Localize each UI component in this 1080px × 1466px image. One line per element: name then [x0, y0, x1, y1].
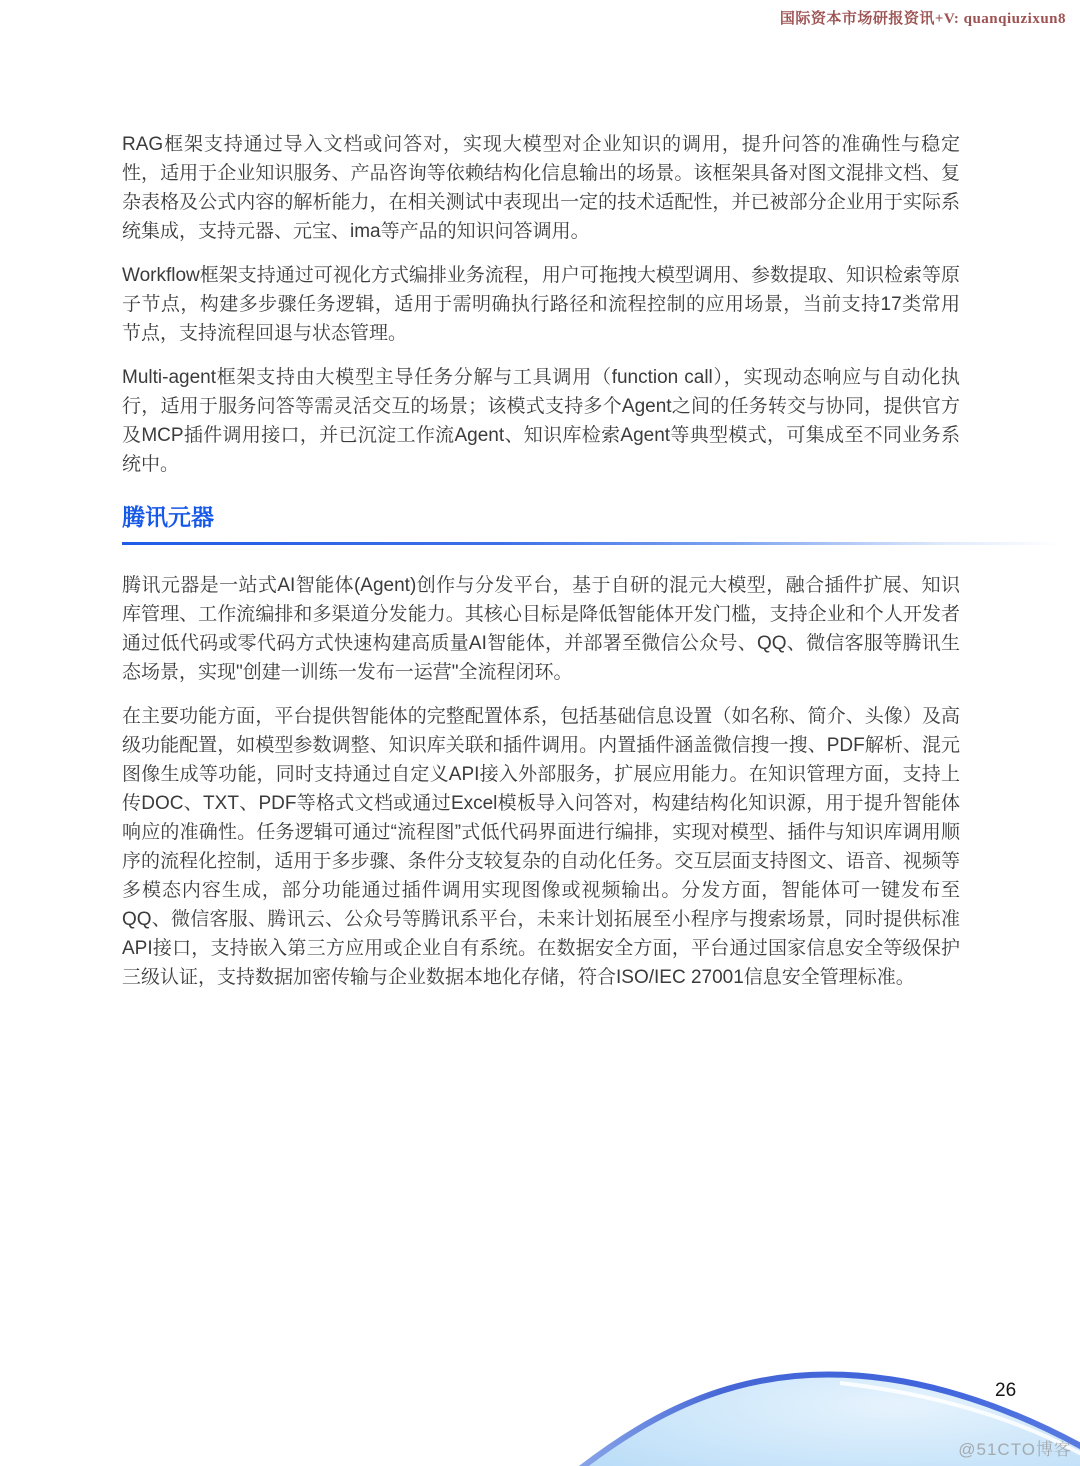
header-source-note: 国际资本市场研报资讯+V: quanqiuzixun8	[779, 11, 1066, 27]
paragraph-workflow-framework: Workflow框架支持通过可视化方式编排业务流程，用户可拖拽大模型调用、参数提取、知识检索等原子节点，构建多步骤任务逻辑，适用于需明确执行路径和流程控制的应用场景，当前支持17类常用节点，支持流程回退与状态管理。	[122, 265, 960, 344]
bottom-ellipse-decoration	[0, 1368, 1080, 1466]
paragraph-yuanqi-overview: 腾讯元器是一站式AI智能体(Agent)创作与分发平台，基于自研的混元大模型，融合插件扩展、知识库管理、工作流编排和多渠道分发能力。其核心目标是降低智能体开发门槛，支持企业和个人开发者通过低代码或零代码方式快速构建高质量AI智能体，并部署至微信公众号、QQ、微信客服等腾讯生态场景，实现"创建一训练一发布一运营"全流程闭环。	[122, 575, 960, 683]
page-number: 26	[995, 1380, 1017, 1401]
paragraph-rag-framework: RAG框架支持通过导入文档或问答对，实现大模型对企业知识的调用，提升问答的准确性与稳定性，适用于企业知识服务、产品咨询等依赖结构化信息输出的场景。该框架具备对图文混排文档、复杂表格及公式内容的解析能力，在相关测试中表现出一定的技术适配性，并已被部分企业用于实际系统集成，支持元器、元宝、ima等产品的知识问答调用。	[122, 134, 960, 242]
section-heading-underline	[122, 542, 1062, 545]
paragraph-yuanqi-features: 在主要功能方面，平台提供智能体的完整配置体系，包括基础信息设置（如名称、简介、头像）及高级功能配置，如模型参数调整、知识库关联和插件调用。内置插件涵盖微信搜一搜、PDF解析、混元图像生成等功能，同时支持通过自定义API接入外部服务，扩展应用能力。在知识管理方面，支持上传DOC、TXT、PDF等格式文档或通过Excel模板导入问答对，构建结构化知识源，用于提升智能体响应的准确性。任务逻辑可通过“流程图”式低代码界面进行编排，实现对模型、插件与知识库调用顺序的流程化控制，适用于多步骤、条件分支较复杂的自动化任务。交互层面支持图文、语音、视频等多模态内容生成，部分功能通过插件调用实现图像或视频输出。分发方面，智能体可一键发布至QQ、微信客服、腾讯云、公众号等腾讯系平台，未来计划拓展至小程序与搜索场景，同时提供标准API接口，支持嵌入第三方应用或企业自有系统。在数据安全方面，平台通过国家信息安全等级保护三级认证，支持数据加密传输与企业数据本地化存储，符合ISO/IEC 27001信息安全管理标准。	[122, 706, 960, 988]
watermark-51cto: @51CTO博客	[958, 1440, 1072, 1459]
paragraph-multi-agent-framework: Multi-agent框架支持由大模型主导任务分解与工具调用（function call），实现动态响应与自动化执行，适用于服务问答等需灵活交互的场景；该模式支持多个Agent之间的任务转交与协同，提供官方及MCP插件调用接口，并已沉淀工作流Agent、知识库检索Agent等典型模式，可集成至不同业务系统中。	[122, 367, 960, 475]
section-heading-tencent-yuanqi: 腾讯元器	[122, 504, 214, 530]
page-content	[122, 130, 960, 1007]
